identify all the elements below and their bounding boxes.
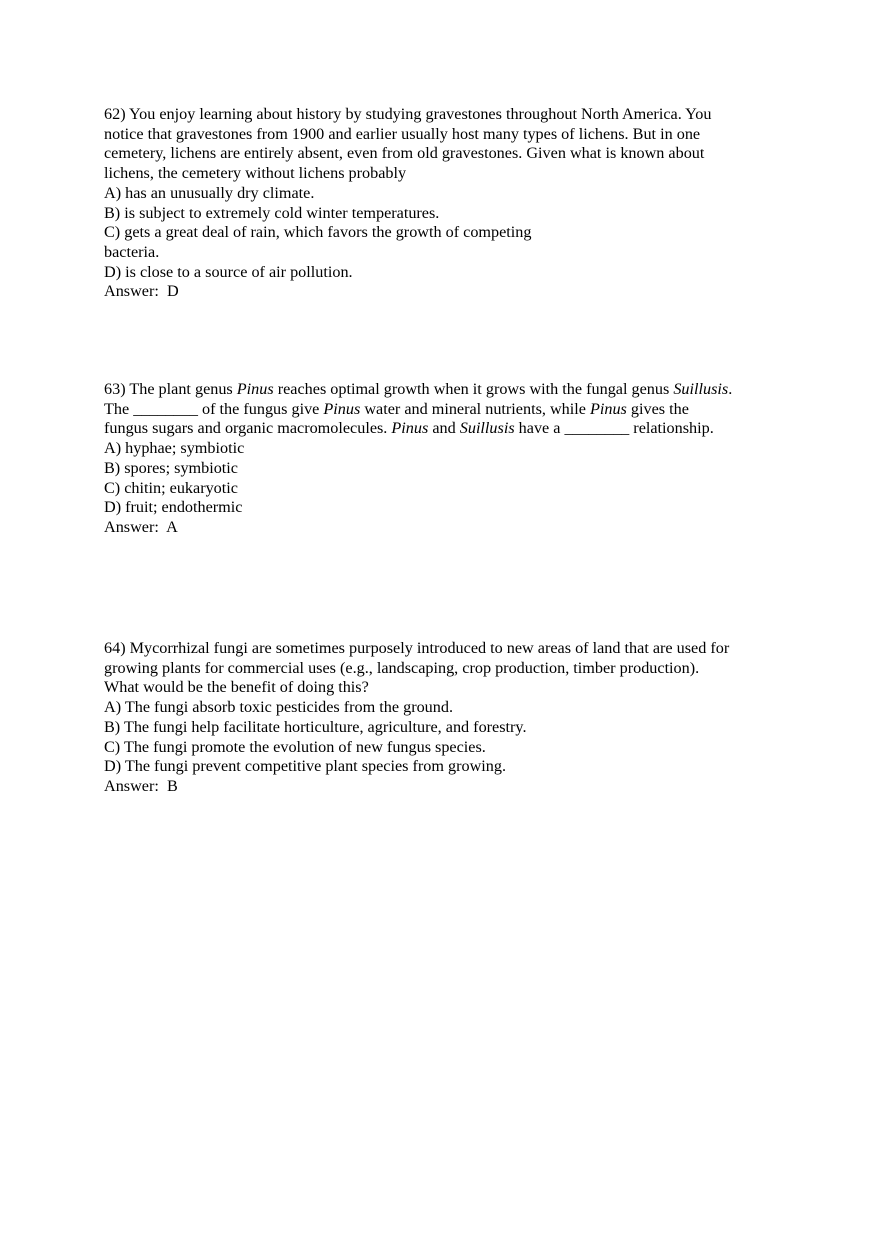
choice-a: A) has an unusually dry climate. bbox=[104, 183, 315, 202]
genus-name: Suillusis bbox=[459, 419, 515, 438]
stem-line: The ________ of the fungus give Pinus water and mineral nutrients, while Pinus gives the bbox=[104, 399, 689, 418]
question-63 bbox=[104, 380, 794, 538]
stem-line: 62) You enjoy learning about history by studying gravestones throughout North America. You bbox=[104, 105, 712, 123]
answer-value: A bbox=[166, 517, 178, 536]
choice-c: C) chitin; eukaryotic bbox=[104, 478, 238, 497]
genus-name: Pinus bbox=[391, 419, 429, 438]
question-62 bbox=[104, 105, 794, 302]
genus-name: Suillusis bbox=[673, 380, 729, 398]
choice-d: D) is close to a source of air pollution. bbox=[104, 262, 353, 281]
answer-line bbox=[104, 518, 794, 538]
question-number: 64) bbox=[104, 639, 126, 657]
genus-name: Pinus bbox=[323, 399, 361, 418]
stem-line: fungus sugars and organic macromolecules. Pinus and Suillusis have a ________ relationship. bbox=[104, 419, 714, 438]
answer-label: Answer: bbox=[104, 776, 159, 795]
choice-b: B) spores; symbiotic bbox=[104, 458, 238, 477]
choice-d: D) The fungi prevent competitive plant species from growing. bbox=[104, 757, 507, 776]
answer-line bbox=[104, 777, 794, 797]
stem-line: What would be the benefit of doing this? bbox=[104, 678, 369, 697]
choice-b: B) The fungi help facilitate horticulture, agriculture, and forestry. bbox=[104, 717, 527, 736]
question-stem bbox=[104, 639, 794, 698]
question-64 bbox=[104, 639, 794, 797]
answer-line bbox=[104, 282, 794, 302]
stem-line: 64) Mycorrhizal fungi are sometimes purposely introduced to new areas of land that are used for bbox=[104, 639, 730, 657]
answer-label: Answer: bbox=[104, 282, 159, 301]
stem-line: lichens, the cemetery without lichens probably bbox=[104, 164, 407, 183]
answer-value: B bbox=[166, 776, 178, 795]
answer-label: Answer: bbox=[104, 517, 159, 536]
stem-line: growing plants for commercial uses (e.g., landscaping, crop production, timber production). bbox=[104, 658, 700, 677]
choice-c: C) gets a great deal of rain, which favors the growth of competing bacteria. bbox=[104, 223, 532, 261]
stem-line: 63) The plant genus Pinus reaches optimal growth when it grows with the fungal genus Suillusis. bbox=[104, 380, 733, 398]
question-stem bbox=[104, 105, 794, 184]
choice-c: C) The fungi promote the evolution of new fungus species. bbox=[104, 737, 486, 756]
genus-name: Pinus bbox=[236, 380, 274, 398]
stem-line: notice that gravestones from 1900 and earlier usually host many types of lichens. But in one bbox=[104, 124, 701, 143]
choice-a: A) hyphae; symbiotic bbox=[104, 439, 245, 458]
stem-line: cemetery, lichens are entirely absent, even from old gravestones. Given what is known about bbox=[104, 144, 705, 163]
choice-b: B) is subject to extremely cold winter temperatures. bbox=[104, 203, 440, 222]
choice-a: A) The fungi absorb toxic pesticides from the ground. bbox=[104, 698, 454, 717]
genus-name: Pinus bbox=[589, 399, 627, 418]
question-number: 62) bbox=[104, 105, 126, 123]
choice-d: D) fruit; endothermic bbox=[104, 498, 243, 517]
question-stem bbox=[104, 380, 794, 439]
answer-value: D bbox=[166, 282, 179, 301]
question-number: 63) bbox=[104, 380, 126, 398]
